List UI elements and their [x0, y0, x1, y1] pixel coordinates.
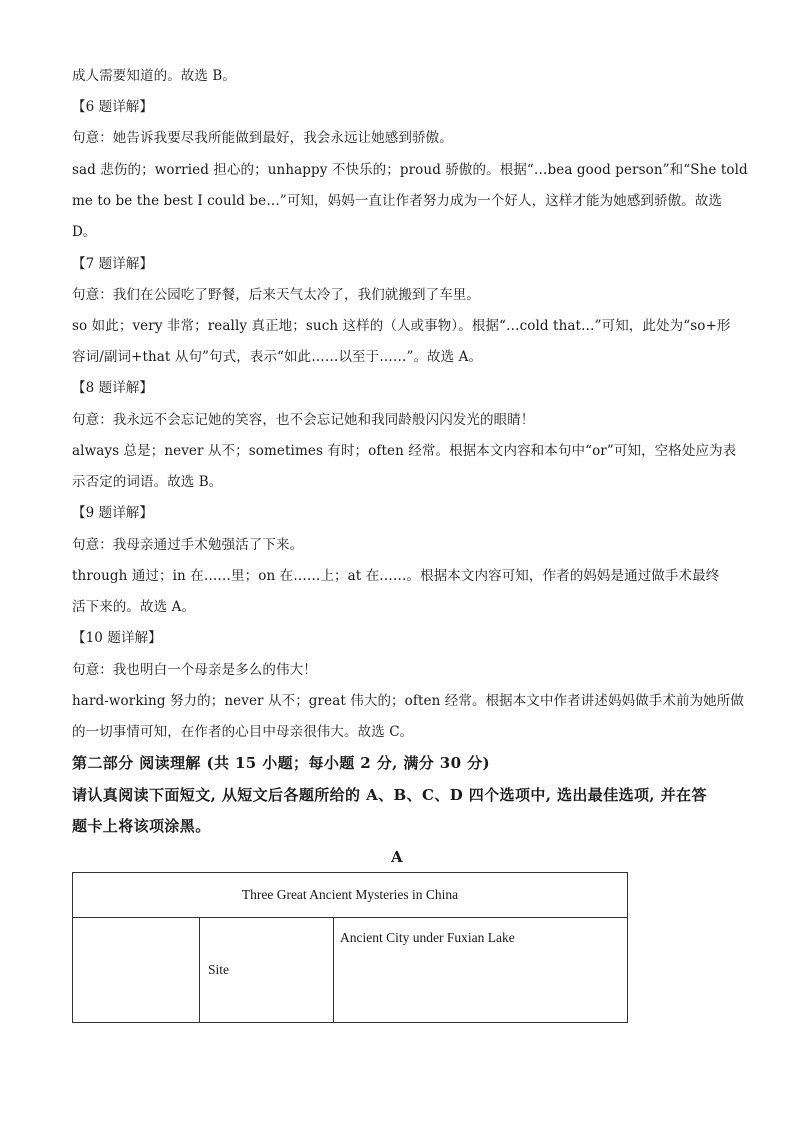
text-line: 句意：我永远不会忘记她的笑容，也不会忘记她和我同龄般闪闪发光的眼睛！	[72, 412, 535, 428]
text-line: me to be the best I could be…”可知，妈妈一直让作者努力成为一个好人，这样才能为她感到骄傲。故选	[72, 193, 723, 209]
instructions: 请认真阅读下面短文, 从短文后各题所给的 A、B、C、D 四个选项中, 选出最佳选项, 并在答	[72, 786, 707, 804]
text-line: so 如此；very 非常；really 真正地；such 这样的（人或事物）。根据“…cold that…”可知，此处为“so+形	[72, 318, 731, 334]
question-heading: 【6 题详解】	[72, 99, 154, 115]
text-line: hard-working 努力的；never 从不；great 伟大的；often 经常。根据本文中作者讲述妈妈做手术前为她所做	[72, 693, 744, 709]
text-line: 示否定的词语。故选 B。	[72, 474, 223, 490]
text-line: 成人需要知道的。故选 B。	[72, 68, 237, 84]
table-row	[73, 918, 628, 1023]
question-heading: 【8 题详解】	[72, 380, 154, 396]
text-line: sad 悲伤的；worried 担心的；unhappy 不快乐的；proud 骄傲的。根据“…bea good person”和“She told	[72, 162, 748, 178]
table-cell-empty	[73, 918, 200, 1023]
question-heading: 【9 题详解】	[72, 505, 154, 521]
mysteries-table	[72, 872, 628, 1023]
text-line: 句意：我也明白一个母亲是多么的伟大！	[72, 662, 317, 678]
instructions: 题卡上将该项涂黑。	[72, 817, 211, 835]
text-line: 句意：她告诉我要尽我所能做到最好，我会永远让她感到骄傲。	[72, 130, 453, 146]
text-line: 活下来的。故选 A。	[72, 599, 196, 615]
text-line: always 总是；never 从不；sometimes 有时；often 经常。根据本文内容和本句中“or”可知，空格处应为表	[72, 443, 737, 459]
text-line: D。	[72, 224, 97, 240]
question-heading: 【10 题详解】	[72, 630, 162, 646]
text-line: 句意：我们在公园吃了野餐，后来天气太冷了，我们就搬到了车里。	[72, 287, 480, 303]
passage-label: A	[390, 848, 404, 866]
text-line: 容词/副词+that 从句”句式，表示“如此……以至于……”。故选 A。	[72, 349, 483, 365]
text-line: 的一切事情可知，在作者的心目中母亲很伟大。故选 C。	[72, 724, 414, 740]
table-cell-value: Ancient City under Fuxian Lake	[334, 918, 628, 1023]
table-cell-label: Site	[200, 918, 334, 1023]
question-heading: 【7 题详解】	[72, 256, 154, 272]
text-line: through 通过；in 在……里；on 在……上；at 在……。根据本文内容可知，作者的妈妈是通过做手术最终	[72, 568, 720, 584]
table-title: Three Great Ancient Mysteries in China	[73, 873, 628, 918]
text-line: 句意：我母亲通过手术勉强活了下来。	[72, 537, 304, 553]
section-title: 第二部分 阅读理解 (共 15 小题；每小题 2 分, 满分 30 分)	[72, 754, 491, 772]
